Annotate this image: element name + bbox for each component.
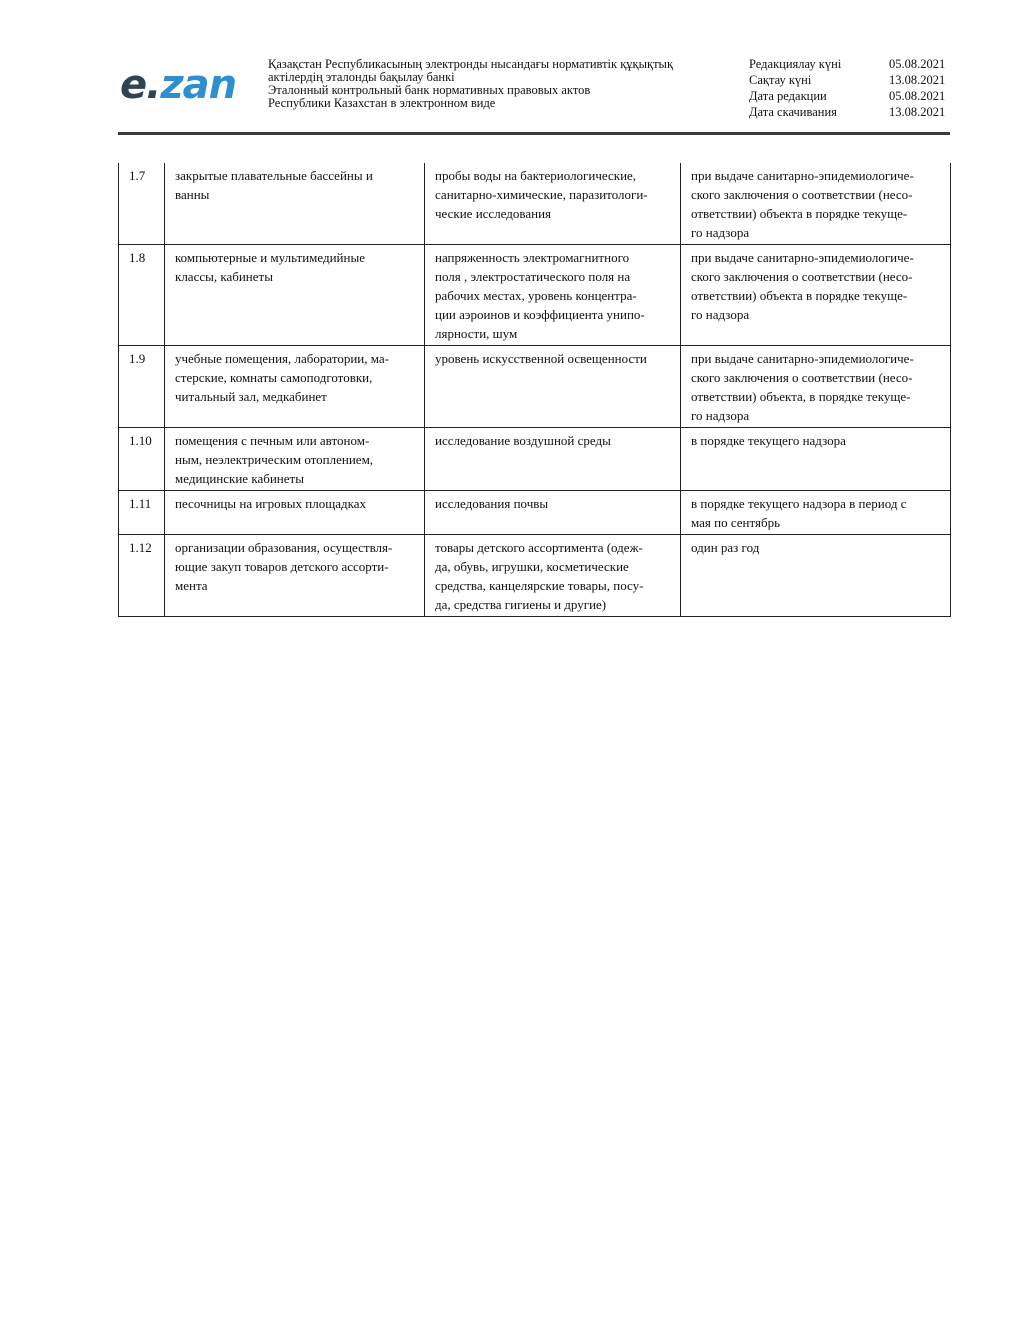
test-type-cell (425, 491, 681, 535)
date-label: Дата скачивания (749, 105, 837, 119)
cell-text-line: поля , электростатического поля на (435, 269, 631, 284)
date-value: 05.08.2021 (889, 57, 946, 71)
inspection-table-body (119, 163, 951, 617)
header-divider (118, 132, 950, 135)
cell-text-line: ского заключения о соответствии (несо- (691, 370, 913, 385)
row-number: 1.10 (129, 433, 152, 448)
cell-text-line: ответствии) объекта, в порядке текуще- (691, 389, 911, 404)
frequency-cell (681, 491, 951, 535)
registry-title-line: Қазақстан Республикасының электронды нысандағы нормативтік құқықтық (268, 57, 674, 71)
cell-text-line: ческие исследования (435, 206, 552, 221)
registry-title-line: Республики Казахстан в электронном виде (268, 96, 496, 110)
test-type-cell (425, 346, 681, 428)
frequency-cell (681, 163, 951, 245)
cell-text-line: один раз год (691, 540, 760, 555)
cell-text-line: ции аэроинов и коэффициента унипо- (435, 307, 645, 322)
cell-text-line: исследование воздушной среды (435, 433, 611, 448)
cell-text-line: товары детского ассортимента (одеж- (435, 540, 643, 555)
document-header (118, 54, 950, 134)
document-dates (749, 56, 949, 120)
object-cell (165, 245, 425, 346)
row-number: 1.9 (129, 351, 146, 366)
cell-text-line: ным, неэлектрическим отоплением, (175, 452, 374, 467)
row-number-cell (119, 428, 165, 491)
frequency-cell (681, 428, 951, 491)
registry-title-line: актілердің эталонды бақылау банкі (268, 70, 455, 84)
cell-text-line: мента (175, 578, 208, 593)
frequency-cell (681, 245, 951, 346)
cell-text-line: медицинские кабинеты (175, 471, 304, 486)
date-row (749, 88, 949, 104)
test-type-cell (425, 428, 681, 491)
cell-text-line: ответствии) объекта в порядке текуще- (691, 288, 908, 303)
row-number-cell (119, 245, 165, 346)
table-row (119, 428, 951, 491)
row-number: 1.7 (129, 168, 146, 183)
row-number-cell (119, 535, 165, 617)
cell-text-line: ванны (175, 187, 210, 202)
registry-title-line: Эталонный контрольный банк нормативных правовых актов (268, 83, 591, 97)
date-row (749, 104, 949, 120)
cell-text-line: организации образования, осуществля- (175, 540, 393, 555)
cell-text-line: при выдаче санитарно-эпидемиологиче- (691, 250, 914, 265)
row-number-cell (119, 491, 165, 535)
row-number: 1.8 (129, 250, 146, 265)
cell-text-line: исследования почвы (435, 496, 549, 511)
cell-text-line: го надзора (691, 307, 750, 322)
cell-text-line: в порядке текущего надзора в период с (691, 496, 907, 511)
cell-text-line: да, средства гигиены и другие) (435, 597, 607, 612)
date-label: Редакциялау күні (749, 57, 842, 71)
cell-text-line: лярности, шум (435, 326, 518, 341)
cell-text-line: уровень искусственной освещенности (435, 351, 647, 366)
cell-text-line: в порядке текущего надзора (691, 433, 846, 448)
row-number-cell (119, 163, 165, 245)
registry-title (268, 58, 718, 110)
cell-text-line: го надзора (691, 225, 750, 240)
table-row (119, 245, 951, 346)
cell-text-line: помещения с печным или автоном- (175, 433, 370, 448)
table-row (119, 535, 951, 617)
row-number: 1.12 (129, 540, 152, 555)
date-value: 05.08.2021 (889, 89, 946, 103)
cell-text-line: пробы воды на бактериологические, (435, 168, 637, 183)
frequency-cell (681, 535, 951, 617)
cell-text-line: да, обувь, игрушки, косметические (435, 559, 629, 574)
cell-text-line: санитарно-химические, паразитологи- (435, 187, 648, 202)
cell-text-line: рабочих местах, уровень концентра- (435, 288, 637, 303)
object-cell (165, 491, 425, 535)
cell-text-line: ответствии) объекта в порядке текуще- (691, 206, 908, 221)
cell-text-line: при выдаче санитарно-эпидемиологиче- (691, 351, 914, 366)
cell-text-line: компьютерные и мультимедийные (175, 250, 365, 265)
test-type-cell (425, 163, 681, 245)
cell-text-line: стерские, комнаты самоподготовки, (175, 370, 373, 385)
date-label: Дата редакции (749, 89, 827, 103)
test-type-cell (425, 245, 681, 346)
cell-text-line: ющие закуп товаров детского ассорти- (175, 559, 389, 574)
table-row (119, 491, 951, 535)
cell-text-line: песочницы на игровых площадках (175, 496, 366, 511)
row-number-cell (119, 346, 165, 428)
date-value: 13.08.2021 (889, 105, 946, 119)
date-row (749, 56, 949, 72)
cell-text-line: напряженность электромагнитного (435, 250, 630, 265)
object-cell (165, 428, 425, 491)
cell-text-line: классы, кабинеты (175, 269, 273, 284)
inspection-table (118, 163, 951, 617)
cell-text-line: при выдаче санитарно-эпидемиологиче- (691, 168, 914, 183)
cell-text-line: средства, канцелярские товары, посу- (435, 578, 644, 593)
row-number: 1.11 (129, 496, 152, 511)
object-cell (165, 163, 425, 245)
date-value: 13.08.2021 (889, 73, 946, 87)
cell-text-line: читальный зал, медкабинет (175, 389, 327, 404)
frequency-cell (681, 346, 951, 428)
cell-text-line: учебные помещения, лаборатории, ма- (175, 351, 389, 366)
cell-text-line: ского заключения о соответствии (несо- (691, 269, 913, 284)
table-row (119, 346, 951, 428)
ezan-logo: e.zan (120, 62, 237, 108)
test-type-cell (425, 535, 681, 617)
object-cell (165, 535, 425, 617)
cell-text-line: ского заключения о соответствии (несо- (691, 187, 913, 202)
cell-text-line: мая по сентябрь (691, 515, 781, 530)
table-row (119, 163, 951, 245)
date-label: Сақтау күні (749, 73, 812, 87)
cell-text-line: закрытые плавательные бассейны и (175, 168, 373, 183)
object-cell (165, 346, 425, 428)
cell-text-line: го надзора (691, 408, 750, 423)
date-row (749, 72, 949, 88)
